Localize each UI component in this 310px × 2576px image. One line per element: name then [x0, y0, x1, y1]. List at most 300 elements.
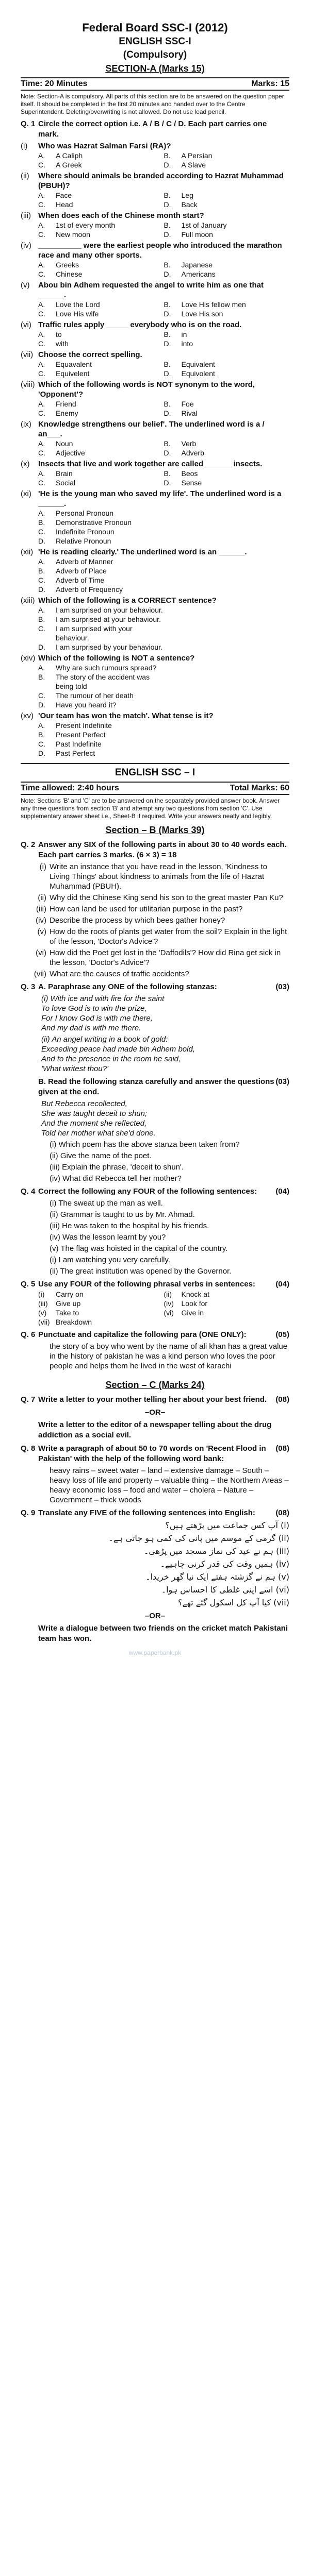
option-letter: B.: [164, 151, 171, 160]
option-text: with: [56, 340, 69, 348]
option-letter: [164, 642, 182, 652]
option-letter: D.: [164, 270, 171, 278]
q2-item-number: (ii): [38, 893, 46, 902]
option-text: [182, 739, 290, 749]
option-letter: A.: [38, 721, 45, 730]
option-letter: A.: [38, 191, 45, 199]
option-letter: C.: [38, 528, 45, 536]
dialogue-heading: [21, 1623, 289, 1644]
option-text: A Slave: [181, 161, 206, 169]
q1-item-number: (vii): [21, 350, 34, 359]
q1-item-stem: Insects that live and work together are called ______ insects.: [38, 460, 263, 468]
q9-number: Q. 9: [21, 1509, 36, 1517]
section-c-title: Section – C (Marks 24): [105, 1380, 205, 1390]
divider: [21, 763, 289, 764]
q1-options: [38, 300, 289, 318]
urdu-sentence: (vi) اسے اپنی غلطی کا احساس ہوا۔: [161, 1585, 289, 1595]
q2-item: [21, 969, 289, 979]
option-text: Demonstrative Pronoun: [56, 518, 132, 527]
section-a-note: Note: Section-A is compulsory. All parts of this section are to be answered on the question paper itself. It should be completed in the first 20 minutes and handed over to the Centre Superintendent. Deleting/overwriting is not allowed. Do not use lead pencil.: [21, 93, 284, 115]
paper-type: (Compulsory): [123, 49, 187, 60]
option-letter: C.: [38, 270, 45, 278]
q3-sub-question: [21, 1174, 289, 1183]
option-letter: [164, 509, 182, 518]
option-letter: B.: [164, 221, 171, 229]
verb-text: [182, 1317, 290, 1327]
option-text: Why are such rumours spread?: [56, 664, 157, 672]
q1-item-stem: When does each of the Chinese month start?: [38, 211, 204, 220]
verb-text: Give in: [181, 1309, 204, 1317]
stanza-line: And the moment she reflected,: [41, 1119, 147, 1128]
option-text: The rumour of her death: [56, 691, 134, 700]
q1-options: [38, 439, 289, 457]
option-letter: C.: [38, 369, 45, 378]
option-text: Leg: [181, 191, 193, 199]
verb-number: (vi): [164, 1309, 174, 1317]
option-letter: [164, 691, 182, 700]
q1-item-number: (ix): [21, 420, 31, 429]
option-text: Relative Pronoun: [56, 537, 111, 545]
q2-item-text: Write an instance that you have read in the lesson, 'Kindness to Living Things' about kindness to animals from the life of Hazrat Muhammad (PBUH).: [50, 862, 268, 891]
option-letter: A.: [38, 400, 45, 408]
urdu-sentence: (ii) گرمی کے موسم میں پانی کی کمی ہو جاتی ہے۔: [108, 1533, 289, 1543]
stanza-line: Exceeding peace had made bin Adhem bold,: [41, 1045, 195, 1054]
verb-text: Give up: [56, 1299, 81, 1308]
option-text: Americans: [181, 270, 216, 278]
option-text: Japanese: [181, 261, 213, 269]
q9-urdu-sentences: [21, 1520, 289, 1608]
q1-item-stem: 'He is reading clearly.' The underlined word is an ______.: [38, 548, 247, 556]
q4-item-text: (iii) He was taken to the hospital by his friends.: [50, 1222, 209, 1230]
q1-item: [21, 596, 289, 605]
option-letter: [164, 739, 182, 749]
verb-text: Carry on: [56, 1290, 84, 1298]
q1-item: [21, 241, 289, 260]
spacer: [21, 1232, 50, 1242]
q4-item: [21, 1198, 289, 1208]
q8-word-bank: heavy rains – sweet water – land – extensive damage – South – heavy loss of life and property – valuable thing – the Northern Areas – heavy economic loss – food and water – cholera – Nature – Government – thick woods: [50, 1466, 289, 1504]
option-text: Adjective: [56, 449, 85, 457]
option-letter: B.: [164, 360, 171, 368]
q1-item: [21, 419, 289, 439]
q9-instruction: Translate any FIVE of the following sentences into English:: [38, 1509, 255, 1517]
option-text: Friend: [56, 400, 76, 408]
option-letter: B.: [164, 300, 171, 309]
q1-item-stem: Which of the following is NOT a sentence?: [38, 654, 195, 663]
q6-instruction: Punctuate and capitalize the following para (ONE ONLY):: [38, 1330, 247, 1339]
option-text: [182, 642, 290, 652]
q3-stanza-3: [41, 1099, 289, 1138]
verb-number: (ii): [164, 1290, 172, 1298]
q1-item-number: (xv): [21, 711, 34, 720]
total-marks: Marks: 15: [251, 79, 289, 88]
option-letter: C.: [38, 576, 45, 584]
q1-options: [38, 221, 289, 239]
stanza-line: But Rebecca recollected,: [41, 1099, 127, 1108]
time-allowed: Time: 20 Minutes: [21, 79, 88, 88]
q1-item-stem: Choose the correct spelling.: [38, 350, 142, 359]
option-letter: D.: [164, 479, 171, 487]
or-divider-2: –OR–: [144, 1612, 166, 1620]
q3-sub-text: (iv) What did Rebecca tell her mother?: [50, 1174, 182, 1183]
section-b-time-row: [21, 782, 289, 795]
option-text: I am surprised at your behaviour.: [56, 615, 161, 623]
spacer: [21, 1198, 50, 1208]
q4-item: [21, 1210, 289, 1219]
q1-item-number: (i): [21, 142, 28, 150]
option-text: to: [56, 330, 62, 338]
q2-item-number: (v): [37, 927, 46, 936]
q1-item-stem: Which of the following words is NOT synonym to the word, 'Opponent'?: [38, 380, 255, 399]
option-letter: A.: [38, 606, 45, 614]
option-text: [182, 605, 290, 615]
q6-paragraph: the story of a boy who went by the name of ali khan has a great value in the history of pakistan he was a kind person who loves the poor people and helps them he lived in the west of karachi: [50, 1342, 288, 1370]
option-letter: A.: [38, 151, 45, 160]
spacer: [21, 1151, 50, 1161]
q2-items: [21, 862, 289, 979]
q2-item-number: (vii): [34, 970, 46, 978]
verb-number: [164, 1317, 182, 1327]
q3a-instruction: A. Paraphrase any ONE of the following stanzas:: [38, 982, 217, 991]
urdu-sentence: (i) آپ کس جماعت میں پڑھتے ہیں؟: [165, 1520, 289, 1530]
q2-item-number: (vi): [36, 948, 46, 957]
option-letter: [164, 605, 182, 615]
q4-number: Q. 4: [21, 1187, 36, 1196]
option-letter: D.: [38, 749, 45, 757]
paper-subject: ENGLISH SSC-I: [119, 36, 191, 47]
option-text: Beos: [181, 469, 198, 478]
option-text: Adverb of Time: [56, 576, 105, 584]
q1-number: Q. 1: [21, 120, 36, 128]
option-text: Chinese: [56, 270, 83, 278]
q4-item-text: (ii) Grammar is taught to us by Mr. Ahmad.: [50, 1210, 195, 1219]
q3a-marks: (03): [275, 982, 289, 991]
option-letter: C.: [38, 409, 45, 417]
option-letter: D.: [164, 369, 171, 378]
option-letter: [164, 663, 182, 672]
q1-item-number: (iv): [21, 241, 31, 250]
option-text: Equavalent: [56, 360, 92, 368]
option-letter: D.: [38, 537, 45, 545]
q3-sub-question: [21, 1140, 289, 1149]
q2-item: [21, 893, 289, 903]
q1-item: [21, 350, 289, 360]
q1-options: [38, 469, 289, 487]
option-letter: C.: [38, 310, 45, 318]
option-text: in: [181, 330, 187, 338]
q1-options: [38, 605, 289, 652]
q3-sub-question: [21, 1162, 289, 1172]
option-text: [182, 566, 290, 575]
q7-marks: (08): [275, 1395, 289, 1404]
option-text: [182, 536, 290, 546]
option-letter: D.: [164, 310, 171, 318]
option-text: Brain: [56, 469, 73, 478]
q1-item-number: (xii): [21, 548, 34, 556]
q9-heading: [21, 1508, 289, 1518]
option-text: I am surprised by your behaviour.: [56, 643, 162, 651]
q4-marks: (04): [275, 1187, 289, 1196]
option-text: Noun: [56, 439, 73, 448]
option-letter: B.: [38, 567, 45, 575]
option-letter: [164, 566, 182, 575]
verb-number: (iv): [164, 1299, 174, 1308]
urdu-sentence: (iii) ہم نے عید کی نماز مسجد میں پڑھی۔: [144, 1546, 289, 1556]
q2-item-number: (iv): [36, 916, 46, 925]
q1-item: [21, 320, 289, 330]
q1-heading: [21, 119, 289, 140]
option-text: Personal Pronoun: [56, 509, 114, 517]
q8-number: Q. 8: [21, 1444, 36, 1453]
option-text: Social: [56, 479, 76, 487]
section-b-time: Time allowed: 2:40 hours: [21, 784, 119, 792]
q2-item-number: (iii): [36, 905, 46, 913]
spacer: [21, 1244, 50, 1253]
q7-heading: [21, 1395, 289, 1405]
option-text: Present Indefinite: [56, 721, 112, 730]
option-text: The story of the accident was being told: [56, 673, 150, 690]
q1-item: [21, 547, 289, 557]
option-text: Love His fellow men: [181, 300, 246, 309]
or-divider-1: –OR–: [144, 1408, 166, 1417]
q2-item-number: (i): [39, 862, 46, 871]
option-letter: A.: [38, 439, 45, 448]
option-letter: B.: [164, 261, 171, 269]
dialogue-instruction: Write a dialogue between two friends on the cricket match Pakistani team has won.: [38, 1624, 288, 1643]
spacer: [21, 1210, 50, 1219]
q1-options: [38, 399, 289, 418]
q1-item: [21, 141, 289, 151]
q2-item: [21, 948, 289, 968]
option-letter: [164, 518, 182, 527]
q2-item: [21, 916, 289, 925]
verb-text: Take to: [56, 1309, 79, 1317]
q1-item-number: (ii): [21, 172, 29, 180]
q7-number: Q. 7: [21, 1395, 36, 1404]
option-text: [182, 518, 290, 527]
option-text: Adverb of Place: [56, 567, 107, 575]
q1-item: [21, 653, 289, 663]
option-letter: C.: [38, 200, 45, 209]
q1-item-number: (xiv): [21, 654, 36, 663]
q2-item-text: How do the roots of plants get water from the soil? Explain in the light of the lesson, 'Doctor's Advice'?: [50, 927, 287, 946]
q1-item-stem: Which of the following is a CORRECT sentence?: [38, 596, 217, 605]
option-letter: A.: [38, 330, 45, 338]
q4-item: [21, 1221, 289, 1231]
q1-options: [38, 721, 289, 758]
option-text: [182, 624, 290, 642]
option-letter: [164, 575, 182, 585]
option-text: [182, 527, 290, 536]
paper-board-title: Federal Board SSC-I (2012): [82, 21, 228, 34]
option-text: Adverb: [181, 449, 204, 457]
option-text: New moon: [56, 230, 90, 239]
option-letter: D.: [164, 161, 171, 169]
q1-item-number: (vi): [21, 320, 31, 329]
q5-lead-2: (ii) The great institution was opened by the Governor.: [50, 1267, 232, 1276]
option-text: 1st of January: [181, 221, 227, 229]
q4-item-text: (i) The sweat up the man as well.: [50, 1199, 163, 1208]
urdu-sentence: (vii) کیا آپ کل اسکول گئے تھے؟: [177, 1598, 289, 1607]
option-letter: B.: [38, 731, 45, 739]
option-letter: A.: [38, 509, 45, 517]
stanza-line: (i) With ice and with fire for the saint: [41, 994, 165, 1003]
spacer: [21, 1221, 50, 1231]
section-b-subject: ENGLISH SSC – I: [115, 767, 195, 778]
verb-number: (i): [38, 1290, 45, 1298]
option-letter: D.: [164, 409, 171, 417]
option-letter: [164, 721, 182, 730]
q1-options: [38, 330, 289, 348]
option-text: Adverb of Frequency: [56, 585, 123, 594]
option-letter: A.: [38, 221, 45, 229]
option-text: Verb: [181, 439, 197, 448]
verb-text: Knock at: [181, 1290, 209, 1298]
option-text: [182, 700, 290, 709]
option-text: Enemy: [56, 409, 78, 417]
option-text: Have you heard it?: [56, 701, 117, 709]
q4-instruction: Correct the following any FOUR of the following sentences:: [38, 1187, 257, 1196]
stanza-line: 'What writest thou?': [41, 1064, 108, 1073]
option-letter: A.: [38, 469, 45, 478]
q1-items: [21, 141, 289, 758]
q5-heading: [21, 1279, 289, 1290]
option-letter: D.: [38, 701, 45, 709]
option-text: Greeks: [56, 261, 79, 269]
q6-number: Q. 6: [21, 1330, 36, 1339]
q1-item-number: (v): [21, 281, 30, 290]
stanza-line: And my dad is with me there.: [41, 1024, 141, 1032]
option-text: [182, 691, 290, 700]
q9-marks: (08): [275, 1509, 289, 1517]
option-text: Adverb of Manner: [56, 557, 113, 566]
option-text: Equivelent: [56, 369, 90, 378]
q4-item: [21, 1232, 289, 1242]
option-letter: D.: [38, 585, 45, 594]
verb-text: Look for: [181, 1299, 208, 1308]
option-text: Past Perfect: [56, 749, 95, 757]
option-letter: [164, 749, 182, 758]
option-text: Love the Lord: [56, 300, 100, 309]
option-text: [182, 730, 290, 739]
q2-instruction: Answer any SIX of the following parts in about 30 to 40 words each. Each part carries 3 marks. (6 × 3) = 18: [38, 840, 287, 859]
q1-item-stem: __________ were the earliest people who introduced the marathon race and many other sports.: [38, 241, 282, 260]
q3-sub-text: (ii) Give the name of the poet.: [50, 1151, 152, 1160]
option-text: [182, 663, 290, 672]
q1-options: [38, 151, 289, 170]
q1-item-number: (viii): [21, 380, 35, 389]
q1-instruction: Circle the correct option i.e. A / B / C / D. Each part carries one mark.: [38, 120, 267, 139]
stanza-line: And to the presence in the room he said,: [41, 1055, 181, 1063]
watermark-text: www.paperbank.pk: [128, 1649, 182, 1656]
option-text: A Greek: [56, 161, 82, 169]
option-letter: C.: [38, 161, 45, 169]
option-text: Full moon: [181, 230, 213, 239]
option-letter: D.: [164, 200, 171, 209]
option-letter: [164, 624, 182, 642]
q1-options: [38, 557, 289, 594]
option-letter: C.: [38, 449, 45, 457]
section-b-marks: Total Marks: 60: [230, 784, 289, 792]
spacer: [21, 1140, 50, 1149]
q6-heading: [21, 1330, 289, 1340]
q1-item-stem: Where should animals be branded according to Hazrat Muhammad (PBUH)?: [38, 172, 284, 190]
q1-item: [21, 459, 289, 469]
q1-options: [38, 360, 289, 378]
option-text: [182, 575, 290, 585]
option-text: Head: [56, 200, 73, 209]
option-letter: [164, 700, 182, 709]
option-text: Sense: [181, 479, 202, 487]
verb-number: (v): [38, 1309, 47, 1317]
q1-item-stem: Knowledge strengthens our belief'. The underlined word is a / an___.: [38, 420, 265, 438]
q1-options: [38, 191, 289, 209]
option-letter: A.: [38, 557, 45, 566]
option-letter: A.: [38, 664, 45, 672]
q2-item-text: Why did the Chinese King send his son to the great master Pan Ku?: [50, 893, 283, 902]
option-text: Equivolent: [181, 369, 215, 378]
q1-item-stem: Who was Hazrat Salman Farsi (RA)?: [38, 142, 171, 150]
q4-item-text: (iv) Was the lesson learnt by you?: [50, 1233, 166, 1242]
option-letter: D.: [164, 230, 171, 239]
option-text: into: [181, 340, 193, 348]
q1-item-stem: 'He is the young man who saved my life'. The underlined word is a ______.: [38, 489, 282, 508]
option-letter: [164, 672, 182, 691]
q2-item: [21, 927, 289, 946]
q5-verbs: [38, 1290, 289, 1327]
q1-options: [38, 260, 289, 279]
option-letter: B.: [164, 469, 171, 478]
q4-item-text: (v) The flag was hoisted in the capital of the country.: [50, 1244, 228, 1253]
stanza-line: To love God is to win the prize,: [41, 1004, 147, 1013]
stanza-line: Told her mother what she'd done.: [41, 1129, 156, 1138]
q1-item-number: (x): [21, 460, 30, 468]
q1-item-number: (xiii): [21, 596, 35, 605]
q5-number: Q. 5: [21, 1280, 36, 1289]
option-letter: [164, 527, 182, 536]
option-text: Past Indefinite: [56, 740, 102, 748]
q3-sub-text: (iii) Explain the phrase, 'deceit to shun'.: [50, 1163, 184, 1172]
option-letter: C.: [38, 479, 45, 487]
q1-item: [21, 380, 289, 399]
option-letter: B.: [164, 400, 171, 408]
section-a-title: SECTION-A (Marks 15): [105, 63, 205, 74]
q7b-heading: [21, 1420, 289, 1440]
option-text: 1st of every month: [56, 221, 116, 229]
q1-item: [21, 171, 289, 191]
option-letter: [164, 615, 182, 624]
option-text: I am surprised on your behaviour.: [56, 606, 163, 614]
stanza-line: For I know God is with me there,: [41, 1014, 153, 1023]
option-text: [182, 721, 290, 730]
q3-sub-questions: [21, 1140, 289, 1183]
q1-item-stem: Traffic rules apply _____ everybody who is on the road.: [38, 320, 242, 329]
option-letter: [164, 536, 182, 546]
q4-heading: [21, 1187, 289, 1197]
q2-item-text: Describe the process by which bees gather honey?: [50, 916, 225, 925]
q2-item-text: How can land be used for utilitarian purpose in the past?: [50, 905, 243, 913]
q8-marks: (08): [275, 1444, 289, 1453]
q7-instruction: Write a letter to your mother telling her about your best friend.: [38, 1395, 267, 1404]
option-text: Back: [181, 200, 198, 209]
q3-stanza-2: [41, 1035, 289, 1074]
option-text: A Caliph: [56, 151, 83, 160]
option-letter: A.: [38, 261, 45, 269]
option-letter: [164, 557, 182, 566]
q4-item: [21, 1244, 289, 1253]
q3b-marks: (03): [275, 1077, 289, 1086]
q5-instruction: Use any FOUR of the following phrasal verbs in sentences:: [38, 1280, 255, 1289]
